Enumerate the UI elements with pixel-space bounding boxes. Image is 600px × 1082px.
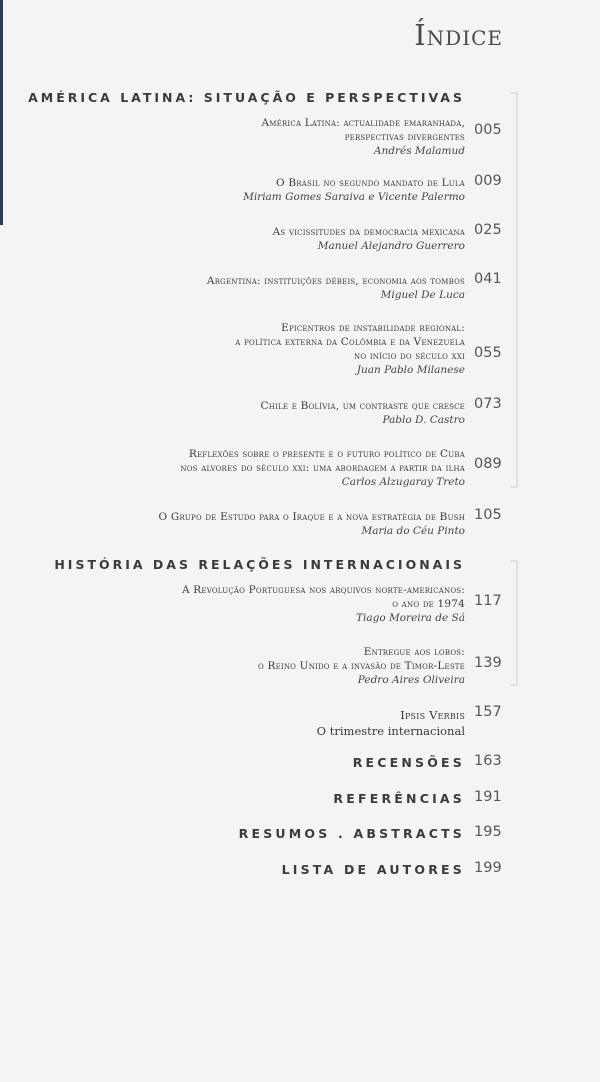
entry-title-line: nos alvores do século xxi: uma abordagem a partir da ilha [180,462,465,474]
entry-page-number: 139 [474,655,502,671]
entry-title-line: perspectivas divergentes [344,131,465,143]
entry-page-number: 105 [474,507,502,523]
extra-label: LISTA DE AUTORES [281,862,465,877]
entry-title-line: a política externa da Colômbia e da Venezuela [235,336,465,348]
entry-title-line: Reflexões sobre o presente e o futuro político de Cuba [188,448,465,460]
page-title: Índice [414,18,503,52]
cover-spine-edge [0,0,3,225]
section-bracket [510,560,518,686]
extra-label: RESUMOS . ABSTRACTS [238,826,465,841]
entry-title-line: Epicentros de instabilidade regional: [281,322,465,334]
entry-title-line: Chile e Bolívia, um contraste que cresce [260,400,465,412]
entry-author: Miguel De Luca [380,289,465,301]
entry-title-line: no início do século xxi [354,350,465,362]
entry-title-line: o ano de 1974 [392,598,465,610]
entry-author: Juan Pablo Milanese [356,364,465,376]
extra-label: REFERÊNCIAS [333,791,465,806]
entry-page-number: 073 [474,396,502,412]
ipsis-title: Ipsis Verbis [400,708,465,722]
entry-title-line: O Brasil no segundo mandato de Lula [276,177,465,189]
entry-page-number: 163 [474,753,502,769]
entry-title-line: O Grupo de Estudo para o Iraque e a nova estratégia de Bush [158,511,465,523]
entry-page-number: 195 [474,824,502,840]
entry-page-number: 009 [474,173,502,189]
entry-author: Miriam Gomes Saraiva e Vicente Palermo [243,191,465,203]
entry-title-line: América Latina: actualidade emaranhada, [261,117,465,129]
entry-author: Tiago Moreira de Sá [355,612,465,624]
extra-label: RECENSÕES [352,755,465,770]
entry-author: Maria do Céu Pinto [361,525,465,537]
entry-page-number: 089 [474,456,502,472]
section-heading-historia: HISTÓRIA DAS RELAÇÕES INTERNACIONAIS [54,557,465,572]
entry-title-line: As vicissitudes da democracia mexicana [272,226,465,238]
entry-author: Pablo D. Castro [382,414,465,426]
entry-title-line: o Reino Unido e a invasão de Timor-Leste [258,660,465,672]
entry-title-line: Entregue aos lobos: [363,646,465,658]
entry-page-number: 041 [474,271,502,287]
entry-title-line: A Revolução Portuguesa nos arquivos norte-americanos: [181,584,465,596]
entry-page-number: 191 [474,789,502,805]
entry-author: Pedro Aires Oliveira [357,674,465,686]
entry-page-number: 025 [474,222,502,238]
entry-author: Andrés Malamud [373,145,465,157]
entry-page-number: 199 [474,860,502,876]
entry-author: Manuel Alejandro Guerrero [317,240,465,252]
ipsis-subtitle: O trimestre internacional [316,724,465,738]
entry-page-number: 055 [474,345,502,361]
section-bracket [510,92,518,488]
entry-page-number: 117 [474,593,502,609]
entry-page-number: 157 [474,704,502,720]
entry-page-number: 005 [474,122,502,138]
section-heading-america-latina: AMÉRICA LATINA: SITUAÇÃO E PERSPECTIVAS [28,90,465,105]
entry-author: Carlos Alzugaray Treto [341,476,465,488]
entry-title-line: Argentina: instituições débeis, economia aos tombos [206,275,465,287]
